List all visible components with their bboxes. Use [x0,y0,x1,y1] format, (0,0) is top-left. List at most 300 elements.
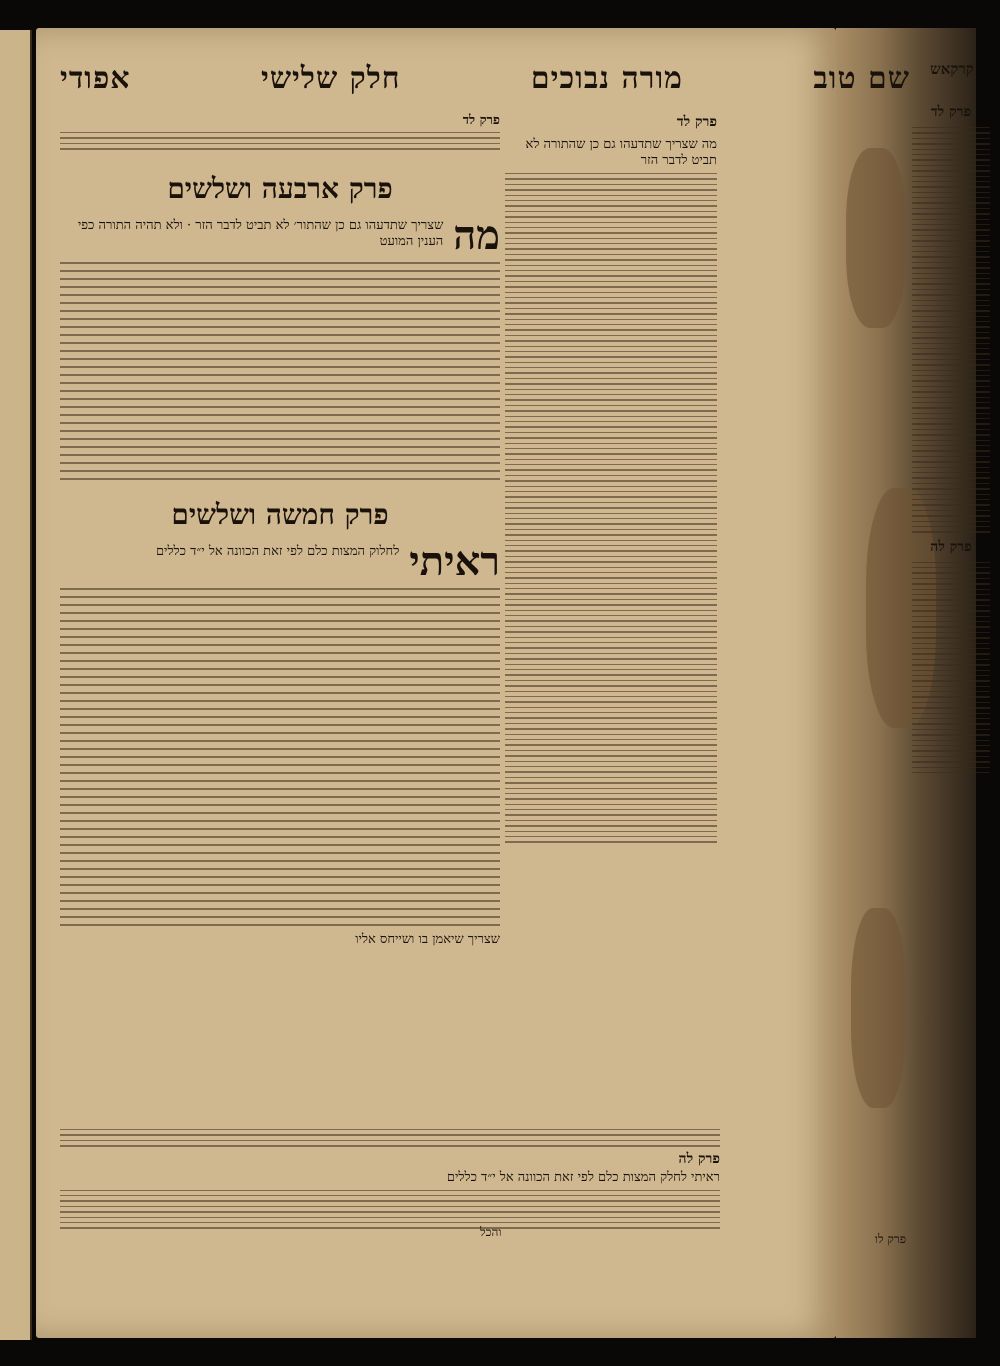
text-line [60,430,500,432]
text-line [912,343,990,344]
text-line [505,820,717,821]
text-line [912,267,990,268]
text-line [505,831,717,832]
text-line [60,700,500,702]
text-line [505,518,717,519]
text-line [505,599,717,600]
commentary-chapter-heading: פרק לד [676,114,717,130]
text-line [912,599,990,600]
text-line [505,577,717,578]
text-line [912,456,990,457]
text-line [505,173,717,174]
text-line [912,246,990,247]
text-line [912,353,990,354]
text-line [912,772,990,773]
text-line [60,732,500,734]
text-line [60,876,500,878]
text-line [912,632,990,633]
text-line [505,588,717,589]
text-line [60,326,500,328]
text-line [60,1227,720,1228]
text-line [505,664,717,665]
text-line [60,660,500,662]
text-line [505,254,717,255]
text-line [60,636,500,638]
text-line [912,461,990,462]
text-line [505,766,717,767]
text-line [60,422,500,424]
text-line [912,283,990,284]
text-line [60,470,500,472]
side-commentary-column [912,98,990,1118]
text-line [505,545,717,546]
text-line [60,302,500,304]
text-line [505,572,717,573]
text-line [912,583,990,584]
text-line [912,273,990,274]
text-line [505,232,717,233]
text-line [505,265,717,266]
text-line [912,186,990,187]
text-line [505,642,717,643]
text-line [505,788,717,789]
text-line [912,251,990,252]
text-line [505,647,717,648]
text-line [912,321,990,322]
closing-text: שצריך שיאמן בו ושייחס אליו [355,931,500,947]
text-line [505,356,717,357]
text-line [60,270,500,272]
text-line [912,531,990,532]
text-line [912,429,990,430]
text-line [505,496,717,497]
text-line [912,127,990,128]
text-line [912,472,990,473]
text-line [505,615,717,616]
text-line [60,780,500,782]
text-line [912,494,990,495]
text-line [505,227,717,228]
text-line [60,620,500,622]
bottom-chapter-heading: פרק לה [678,1150,720,1167]
main-chapter-heading: פרק לד [462,113,500,128]
text-line [912,734,990,735]
chapter-35-opening [60,537,500,585]
text-line [505,814,717,815]
text-line [60,868,500,870]
text-line [505,793,717,794]
text-line [60,462,500,464]
text-line [912,723,990,724]
text-line [505,308,717,309]
chapter-title-35: פרק חמשה ושלשים [171,497,389,531]
text-line [505,750,717,751]
text-line [60,286,500,288]
text-line [60,390,500,392]
text-line [505,556,717,557]
text-line [505,523,717,524]
text-line [60,772,500,774]
text-line [505,744,717,745]
text-line [60,137,500,138]
text-line [505,464,717,465]
text-line [60,804,500,806]
text-line [505,637,717,638]
text-line [505,771,717,772]
text-line [912,423,990,424]
text-line [505,372,717,373]
text-line [60,836,500,838]
text-line [505,513,717,514]
text-line [912,445,990,446]
text-line [505,734,717,735]
text-line [912,332,990,333]
text-line [60,1200,720,1201]
text-line [505,707,717,708]
text-line [505,383,717,384]
text-line [912,610,990,611]
text-line [60,478,500,480]
side-title: קרקאש [930,60,974,78]
text-line [60,1222,720,1223]
text-line [912,391,990,392]
text-line [60,716,500,718]
text-line [912,370,990,371]
text-line [505,335,717,336]
text-line [505,701,717,702]
header-section: חלק שלישי [260,60,401,96]
text-line [505,728,717,729]
text-line [505,286,717,287]
text-line [912,713,990,714]
text-line [60,454,500,456]
text-line [912,289,990,290]
text-line [912,316,990,317]
text-line [505,550,717,551]
text-line [505,324,717,325]
text-line [912,729,990,730]
text-line [60,318,500,320]
text-line [60,382,500,384]
text-line [60,860,500,862]
text-line [505,798,717,799]
text-line [505,696,717,697]
text-line [912,224,990,225]
text-line [60,668,500,670]
text-line [505,567,717,568]
text-line [912,521,990,522]
text-line [60,676,500,678]
text-line [912,132,990,133]
text-line [912,567,990,568]
text-line [912,235,990,236]
text-line [505,809,717,810]
text-line [60,398,500,400]
text-line [505,410,717,411]
text-line [912,589,990,590]
text-line [60,644,500,646]
text-line [505,281,717,282]
stain [851,908,906,1108]
text-line [60,708,500,710]
text-line [60,820,500,822]
text-line [912,138,990,139]
text-line [912,170,990,171]
side-chapter-heading-2: פרק לה [930,538,972,555]
text-line [505,604,717,605]
text-line [505,453,717,454]
stain [846,148,906,328]
text-line [60,1217,720,1218]
text-line [505,583,717,584]
text-line [60,414,500,416]
text-line [912,348,990,349]
text-line [912,149,990,150]
text-line [505,195,717,196]
text-line [912,499,990,500]
text-line [912,434,990,435]
text-line [912,219,990,220]
text-line [60,604,500,606]
text-line [505,302,717,303]
text-line [912,515,990,516]
text-line [505,319,717,320]
text-line [60,596,500,598]
text-line [60,692,500,694]
text-line [505,475,717,476]
text-line [912,686,990,687]
text-line [912,154,990,155]
commentary-column [505,112,717,1042]
text-line [505,313,717,314]
text-line [505,243,717,244]
text-line [505,739,717,740]
text-line [505,275,717,276]
text-line [505,270,717,271]
text-line [60,262,500,264]
text-line [505,610,717,611]
text-line [912,745,990,746]
text-line [912,750,990,751]
text-line [60,612,500,614]
text-line [505,389,717,390]
text-line [60,148,500,149]
text-line [60,406,500,408]
text-line [505,178,717,179]
text-line [912,143,990,144]
text-line [505,362,717,363]
text-line [505,329,717,330]
text-line [912,477,990,478]
text-line [912,756,990,757]
text-line [912,626,990,627]
text-line [912,181,990,182]
text-line [60,796,500,798]
text-line [912,467,990,468]
text-line [60,1134,720,1135]
text-line [60,900,500,902]
main-text-column [60,112,500,1162]
text-line [912,653,990,654]
text-line [60,366,500,368]
text-line [505,340,717,341]
text-line [60,350,500,352]
text-line [912,418,990,419]
text-line [60,1206,720,1207]
text-line [505,658,717,659]
text-line [505,825,717,826]
text-line [505,205,717,206]
text-line [505,216,717,217]
text-line [505,626,717,627]
text-line [60,756,500,758]
text-line [505,469,717,470]
text-line [912,386,990,387]
text-line [912,450,990,451]
text-line [505,297,717,298]
text-line [505,491,717,492]
text-line [912,337,990,338]
text-line [505,534,717,535]
previous-page-sliver [0,30,32,1340]
text-line [505,437,717,438]
text-line [60,278,500,280]
text-line [505,669,717,670]
side-column-header [912,60,992,79]
text-line [505,717,717,718]
text-line [912,294,990,295]
text-line [60,764,500,766]
text-line [505,841,717,842]
catchword: פרק לו [874,1232,906,1246]
text-line [912,680,990,681]
text-line [60,812,500,814]
text-line [912,262,990,263]
text-line [505,189,717,190]
text-line [912,202,990,203]
text-line [912,197,990,198]
text-line [505,486,717,487]
text-line [912,278,990,279]
text-line [912,300,990,301]
text-line [912,648,990,649]
text-line [912,740,990,741]
text-line [60,652,500,654]
text-line [60,588,500,590]
text-line [505,346,717,347]
text-line [60,908,500,910]
chapter-34-opening [60,211,500,259]
text-line [60,334,500,336]
text-line [505,394,717,395]
chapter-title-34: פרק ארבעה ושלשים [167,171,393,205]
text-line [912,594,990,595]
text-line [60,1145,720,1146]
text-line [912,380,990,381]
text-line [505,620,717,621]
text-line [912,510,990,511]
opening-word-35: ראיתי [409,537,500,585]
text-line [60,342,500,344]
commentary-text-start: מה שצריך שתדעהו גם כן שהתורה לא תביט לדבר הזר [525,137,717,168]
text-line [60,132,500,133]
side-chapter-heading: פרק לד [930,104,972,120]
text-line [60,740,500,742]
text-line [505,351,717,352]
text-line [60,1211,720,1212]
text-line [912,397,990,398]
text-line [912,375,990,376]
text-line [912,192,990,193]
text-line [505,723,717,724]
text-line [505,421,717,422]
text-line [505,777,717,778]
text-line [60,884,500,886]
text-line [912,504,990,505]
text-line [912,621,990,622]
text-line [505,459,717,460]
text-line [505,755,717,756]
text-line [912,402,990,403]
text-line [912,240,990,241]
text-line [912,643,990,644]
text-line [60,438,500,440]
text-line [60,724,500,726]
text-line [60,684,500,686]
text-line [60,924,500,926]
opening-word-34: מה [453,211,500,259]
sliver-fragment [0,30,30,34]
text-line [912,702,990,703]
text-line [60,1129,720,1130]
text-line [505,782,717,783]
text-line [912,572,990,573]
text-line [505,292,717,293]
text-line [505,432,717,433]
text-line [505,416,717,417]
text-line [60,446,500,448]
text-line [505,248,717,249]
text-line [60,1190,720,1191]
text-line [912,691,990,692]
text-line [912,761,990,762]
header-part: שם טוב [813,60,910,96]
chapter-34-intro [60,112,500,154]
text-line [912,440,990,441]
text-line [912,256,990,257]
text-line [505,211,717,212]
text-line [912,637,990,638]
text-line [60,748,500,750]
text-line [505,502,717,503]
text-line [912,165,990,166]
text-line [912,176,990,177]
text-line [505,593,717,594]
text-line [912,562,990,563]
text-line [912,229,990,230]
text-line [912,526,990,527]
text-line [505,443,717,444]
text-line [505,712,717,713]
text-line [505,685,717,686]
text-line [505,480,717,481]
footer-word: והכל [480,1225,502,1239]
text-line [60,852,500,854]
opening-text-34: שצריך שתדעהו גם כן שהתור׳ לא תביט לדבר הזר · ולא תהיה התורה כפי הענין המועט [77,217,444,249]
text-line [505,561,717,562]
text-line [912,707,990,708]
text-line [505,529,717,530]
